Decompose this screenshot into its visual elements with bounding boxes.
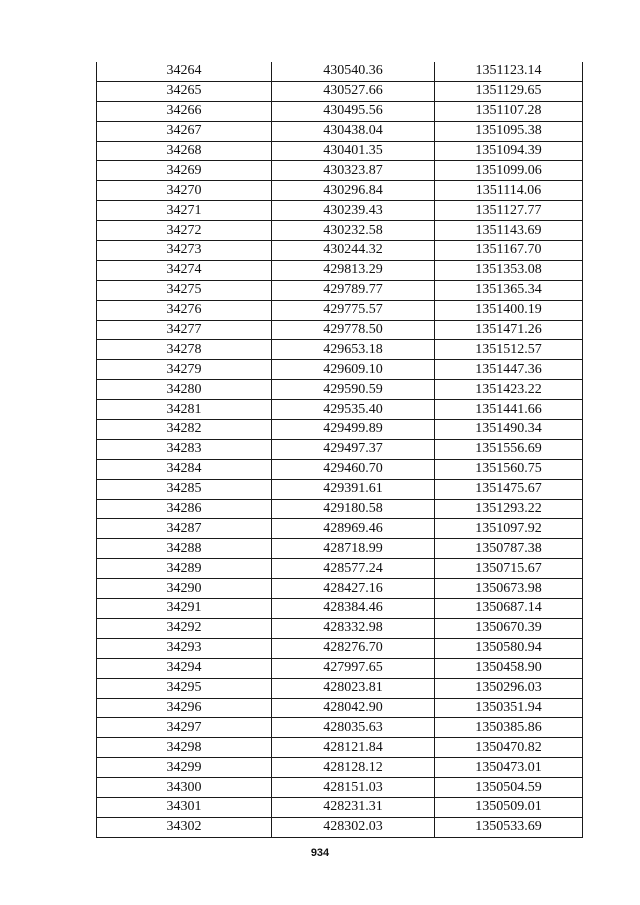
- point-id-cell: 34294: [97, 658, 272, 678]
- table-row: [97, 658, 583, 678]
- table-row: [97, 579, 583, 599]
- point-id-cell: 34284: [97, 459, 272, 479]
- point-id-cell: 34299: [97, 758, 272, 778]
- table-row: [97, 817, 583, 837]
- y-coordinate-cell: 1351365.34: [435, 280, 583, 300]
- y-coordinate-cell: 1351107.28: [435, 101, 583, 121]
- point-id-cell: 34288: [97, 539, 272, 559]
- point-id-cell: 34293: [97, 638, 272, 658]
- table-row: [97, 320, 583, 340]
- x-coordinate-cell: 430232.58: [272, 221, 435, 241]
- point-id-cell: 34280: [97, 380, 272, 400]
- x-coordinate-cell: 430239.43: [272, 201, 435, 221]
- x-coordinate-cell: 429180.58: [272, 499, 435, 519]
- table-row: [97, 638, 583, 658]
- x-coordinate-cell: 429775.57: [272, 300, 435, 320]
- point-id-cell: 34302: [97, 817, 272, 837]
- table-row: [97, 797, 583, 817]
- x-coordinate-cell: 429460.70: [272, 459, 435, 479]
- y-coordinate-cell: 1351353.08: [435, 260, 583, 280]
- point-id-cell: 34282: [97, 420, 272, 440]
- y-coordinate-cell: 1350509.01: [435, 797, 583, 817]
- y-coordinate-cell: 1351143.69: [435, 221, 583, 241]
- x-coordinate-cell: 428276.70: [272, 638, 435, 658]
- x-coordinate-cell: 428151.03: [272, 778, 435, 798]
- table-row: [97, 241, 583, 261]
- y-coordinate-cell: 1350580.94: [435, 638, 583, 658]
- table-row: [97, 360, 583, 380]
- x-coordinate-cell: 428035.63: [272, 718, 435, 738]
- y-coordinate-cell: 1350687.14: [435, 599, 583, 619]
- y-coordinate-cell: 1351471.26: [435, 320, 583, 340]
- y-coordinate-cell: 1351114.06: [435, 181, 583, 201]
- y-coordinate-cell: 1350715.67: [435, 559, 583, 579]
- x-coordinate-cell: 430495.56: [272, 101, 435, 121]
- table-row: [97, 221, 583, 241]
- y-coordinate-cell: 1350787.38: [435, 539, 583, 559]
- point-id-cell: 34277: [97, 320, 272, 340]
- table-row: [97, 181, 583, 201]
- point-id-cell: 34298: [97, 738, 272, 758]
- table-row: [97, 678, 583, 698]
- x-coordinate-cell: 428042.90: [272, 698, 435, 718]
- y-coordinate-cell: 1350296.03: [435, 678, 583, 698]
- point-id-cell: 34281: [97, 400, 272, 420]
- point-id-cell: 34301: [97, 797, 272, 817]
- table-body: [97, 62, 583, 837]
- table-row: [97, 141, 583, 161]
- y-coordinate-cell: 1351293.22: [435, 499, 583, 519]
- point-id-cell: 34265: [97, 81, 272, 101]
- y-coordinate-cell: 1351400.19: [435, 300, 583, 320]
- point-id-cell: 34279: [97, 360, 272, 380]
- table-row: [97, 459, 583, 479]
- point-id-cell: 34296: [97, 698, 272, 718]
- point-id-cell: 34283: [97, 439, 272, 459]
- y-coordinate-cell: 1350670.39: [435, 618, 583, 638]
- y-coordinate-cell: 1351094.39: [435, 141, 583, 161]
- point-id-cell: 34269: [97, 161, 272, 181]
- x-coordinate-cell: 428302.03: [272, 817, 435, 837]
- y-coordinate-cell: 1351560.75: [435, 459, 583, 479]
- point-id-cell: 34266: [97, 101, 272, 121]
- x-coordinate-cell: 429813.29: [272, 260, 435, 280]
- page-number: 934: [310, 847, 330, 859]
- y-coordinate-cell: 1350533.69: [435, 817, 583, 837]
- y-coordinate-cell: 1350470.82: [435, 738, 583, 758]
- y-coordinate-cell: 1350458.90: [435, 658, 583, 678]
- x-coordinate-cell: 427997.65: [272, 658, 435, 678]
- x-coordinate-cell: 429497.37: [272, 439, 435, 459]
- y-coordinate-cell: 1351475.67: [435, 479, 583, 499]
- point-id-cell: 34278: [97, 340, 272, 360]
- point-id-cell: 34274: [97, 260, 272, 280]
- point-id-cell: 34275: [97, 280, 272, 300]
- y-coordinate-cell: 1351423.22: [435, 380, 583, 400]
- point-id-cell: 34289: [97, 559, 272, 579]
- x-coordinate-cell: 428718.99: [272, 539, 435, 559]
- y-coordinate-cell: 1351127.77: [435, 201, 583, 221]
- x-coordinate-cell: 429609.10: [272, 360, 435, 380]
- point-id-cell: 34292: [97, 618, 272, 638]
- table-row: [97, 479, 583, 499]
- y-coordinate-cell: 1350351.94: [435, 698, 583, 718]
- table-row: [97, 599, 583, 619]
- x-coordinate-cell: 428384.46: [272, 599, 435, 619]
- table-row: [97, 539, 583, 559]
- table-row: [97, 400, 583, 420]
- y-coordinate-cell: 1351441.66: [435, 400, 583, 420]
- y-coordinate-cell: 1351556.69: [435, 439, 583, 459]
- y-coordinate-cell: 1351167.70: [435, 241, 583, 261]
- y-coordinate-cell: 1350473.01: [435, 758, 583, 778]
- y-coordinate-cell: 1351099.06: [435, 161, 583, 181]
- table-row: [97, 62, 583, 81]
- table-row: [97, 698, 583, 718]
- x-coordinate-cell: 430401.35: [272, 141, 435, 161]
- table-row: [97, 439, 583, 459]
- y-coordinate-cell: 1351447.36: [435, 360, 583, 380]
- x-coordinate-cell: 429778.50: [272, 320, 435, 340]
- point-id-cell: 34291: [97, 599, 272, 619]
- x-coordinate-cell: 428577.24: [272, 559, 435, 579]
- x-coordinate-cell: 429535.40: [272, 400, 435, 420]
- table-row: [97, 499, 583, 519]
- x-coordinate-cell: 428023.81: [272, 678, 435, 698]
- table-row: [97, 101, 583, 121]
- x-coordinate-cell: 430244.32: [272, 241, 435, 261]
- y-coordinate-cell: 1351129.65: [435, 81, 583, 101]
- point-id-cell: 34290: [97, 579, 272, 599]
- x-coordinate-cell: 428121.84: [272, 738, 435, 758]
- table-row: [97, 559, 583, 579]
- y-coordinate-cell: 1351512.57: [435, 340, 583, 360]
- table-row: [97, 201, 583, 221]
- table-row: [97, 738, 583, 758]
- x-coordinate-cell: 430540.36: [272, 62, 435, 81]
- point-id-cell: 34276: [97, 300, 272, 320]
- coordinates-table: [96, 62, 583, 838]
- point-id-cell: 34273: [97, 241, 272, 261]
- table-row: [97, 420, 583, 440]
- y-coordinate-cell: 1350504.59: [435, 778, 583, 798]
- table-row: [97, 519, 583, 539]
- y-coordinate-cell: 1351097.92: [435, 519, 583, 539]
- x-coordinate-cell: 428332.98: [272, 618, 435, 638]
- point-id-cell: 34272: [97, 221, 272, 241]
- table-row: [97, 718, 583, 738]
- table-row: [97, 260, 583, 280]
- table-row: [97, 81, 583, 101]
- point-id-cell: 34295: [97, 678, 272, 698]
- point-id-cell: 34264: [97, 62, 272, 81]
- table-row: [97, 340, 583, 360]
- point-id-cell: 34268: [97, 141, 272, 161]
- point-id-cell: 34286: [97, 499, 272, 519]
- table-row: [97, 618, 583, 638]
- y-coordinate-cell: 1351490.34: [435, 420, 583, 440]
- table-row: [97, 121, 583, 141]
- x-coordinate-cell: 430296.84: [272, 181, 435, 201]
- x-coordinate-cell: 428427.16: [272, 579, 435, 599]
- y-coordinate-cell: 1351095.38: [435, 121, 583, 141]
- x-coordinate-cell: 429391.61: [272, 479, 435, 499]
- x-coordinate-cell: 428969.46: [272, 519, 435, 539]
- x-coordinate-cell: 428128.12: [272, 758, 435, 778]
- point-id-cell: 34287: [97, 519, 272, 539]
- x-coordinate-cell: 430438.04: [272, 121, 435, 141]
- table-row: [97, 758, 583, 778]
- table-row: [97, 300, 583, 320]
- point-id-cell: 34285: [97, 479, 272, 499]
- point-id-cell: 34300: [97, 778, 272, 798]
- point-id-cell: 34267: [97, 121, 272, 141]
- x-coordinate-cell: 428231.31: [272, 797, 435, 817]
- x-coordinate-cell: 429499.89: [272, 420, 435, 440]
- x-coordinate-cell: 430323.87: [272, 161, 435, 181]
- point-id-cell: 34271: [97, 201, 272, 221]
- y-coordinate-cell: 1351123.14: [435, 62, 583, 81]
- table-row: [97, 280, 583, 300]
- x-coordinate-cell: 429789.77: [272, 280, 435, 300]
- y-coordinate-cell: 1350673.98: [435, 579, 583, 599]
- y-coordinate-cell: 1350385.86: [435, 718, 583, 738]
- point-id-cell: 34297: [97, 718, 272, 738]
- x-coordinate-cell: 430527.66: [272, 81, 435, 101]
- table-row: [97, 380, 583, 400]
- point-id-cell: 34270: [97, 181, 272, 201]
- table-row: [97, 778, 583, 798]
- x-coordinate-cell: 429590.59: [272, 380, 435, 400]
- table-row: [97, 161, 583, 181]
- x-coordinate-cell: 429653.18: [272, 340, 435, 360]
